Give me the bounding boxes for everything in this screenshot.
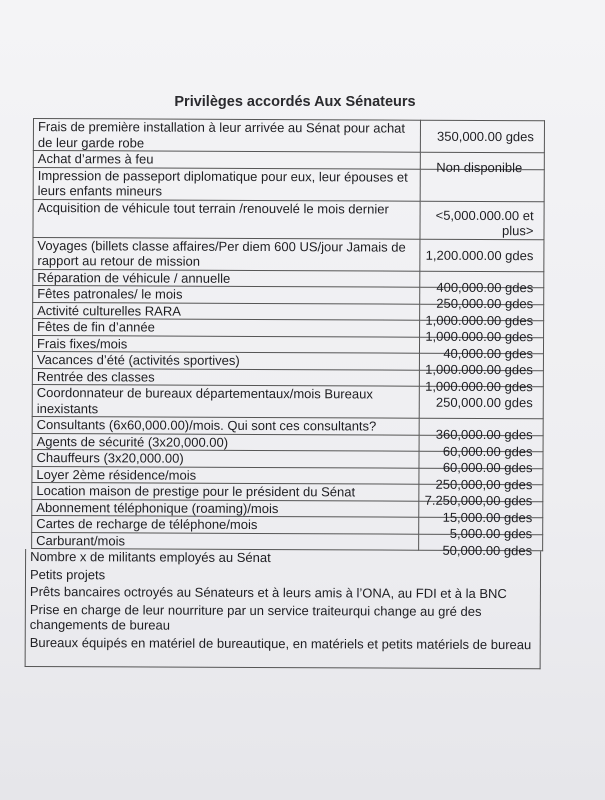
amount-text: 15,000.00 gdes bbox=[442, 509, 533, 525]
amount-text: 1,000.000.00 gdes bbox=[425, 328, 534, 345]
privilege-item: Achat d’armes à feu bbox=[33, 151, 420, 169]
amount-text: Non disponible bbox=[436, 159, 523, 175]
privilege-amount bbox=[420, 159, 544, 202]
privilege-item: Acquisition de véhicule tout terrain /renouvelé le mois dernier bbox=[33, 199, 420, 239]
privilege-item: Activité culturelles RARA bbox=[33, 302, 420, 320]
amount-text: 250,000.00 gdes bbox=[435, 394, 533, 411]
amount-text: 60,000.00 gdes bbox=[442, 459, 533, 476]
privilege-amount bbox=[420, 120, 544, 153]
privilege-amount bbox=[420, 201, 544, 240]
amount-text: 350,000.00 gdes bbox=[437, 128, 534, 145]
amount-text: <5,000.000.00 et plus> bbox=[435, 207, 534, 239]
privilege-item: Réparation de véhicule / annuelle bbox=[33, 269, 420, 287]
table-row bbox=[33, 269, 544, 288]
privilege-amount bbox=[419, 418, 543, 443]
amount-text: 40,000.00 gdes bbox=[443, 345, 534, 361]
table-row bbox=[32, 416, 543, 435]
privilege-item: Frais de première installation à leur arrivée au Sénat pour achat de leur garde robe bbox=[33, 119, 420, 153]
amount-text: 1,000.000.00 gdes bbox=[425, 312, 534, 328]
privilege-item: Cartes de recharge de téléphone/mois bbox=[32, 515, 419, 533]
list-item: Petits projets bbox=[29, 566, 106, 582]
privilege-item: Abonnement téléphonique (roaming)/mois bbox=[32, 499, 419, 517]
privilege-item: Location maison de prestige pour le président du Sénat bbox=[32, 482, 419, 500]
amount-text: 60,000.00 gdes bbox=[442, 443, 533, 459]
table-row bbox=[33, 119, 544, 153]
table-row bbox=[33, 199, 544, 239]
privilege-item: Frais fixes/mois bbox=[32, 335, 419, 353]
table-row bbox=[33, 167, 544, 201]
list-item: Prise en charge de leur nourriture par un service traiteurqui change au gré des changements de bureau bbox=[29, 601, 482, 633]
privilege-item: Vacances d’été (activités sportives) bbox=[32, 351, 419, 369]
amount-text: 50,000.00 gdes bbox=[442, 542, 533, 558]
privilege-item: Impression de passeport diplomatique pour eux, leur épouses et leurs enfants mineurs bbox=[33, 167, 420, 201]
amount-text: 250,000.00 gdes bbox=[436, 295, 534, 312]
privilege-item: Agents de sécurité (3x20,000.00) bbox=[32, 433, 419, 451]
document-title: Privilèges accordés Aux Sénateurs bbox=[174, 94, 416, 110]
other-privileges-list bbox=[25, 549, 542, 669]
privilege-item: Voyages (billets classe affaires/Per diem 600 US/jour Jamais de rapport au retour de mission bbox=[33, 237, 420, 271]
privilege-item: Chauffeurs (3x20,000.00) bbox=[32, 449, 419, 467]
amount-text: 1,000.000.00 gdes bbox=[425, 361, 533, 378]
amount-text: 1,000.000.00 gdes bbox=[425, 378, 533, 394]
table-row bbox=[33, 237, 544, 271]
list-item: Bureaux équipés en matériel de bureautique, en matériels et petits matériels de bureau bbox=[29, 634, 532, 652]
privilege-item: Rentrée des classes bbox=[32, 368, 419, 386]
privilege-item: Loyer 2ème résidence/mois bbox=[32, 466, 419, 484]
amount-text: 1,200.000.00 gdes bbox=[425, 247, 534, 263]
amount-text: 250,000,00 gdes bbox=[435, 476, 533, 492]
list-item: Nombre x de militants employés au Sénat bbox=[30, 548, 271, 566]
privilege-item: Carburant/mois bbox=[32, 532, 419, 550]
list-item: Prêts bancaires octroyés au Sénateurs et à leurs amis à l’ONA, au FDI et à la BNC bbox=[29, 583, 507, 602]
privilege-item: Consultants (6x60,000.00)/mois. Qui sont ces consultants? bbox=[32, 416, 419, 434]
privilege-item: Coordonnateur de bureaux départementaux/mois Bureaux inexistants bbox=[32, 384, 419, 418]
amount-text: 7.250,000,00 gdes bbox=[424, 492, 533, 509]
privilege-item: Fêtes patronales/ le mois bbox=[33, 286, 420, 304]
privilege-amount bbox=[420, 271, 544, 295]
privileges-table bbox=[31, 118, 545, 669]
amount-text: 5,000.00 gdes bbox=[449, 525, 533, 542]
privilege-item: Fêtes de fin d’année bbox=[33, 319, 420, 337]
amount-text: 400,000.00 gdes bbox=[436, 279, 534, 295]
amount-text: 360,000.00 gdes bbox=[435, 426, 533, 443]
privilege-amount bbox=[420, 239, 544, 272]
